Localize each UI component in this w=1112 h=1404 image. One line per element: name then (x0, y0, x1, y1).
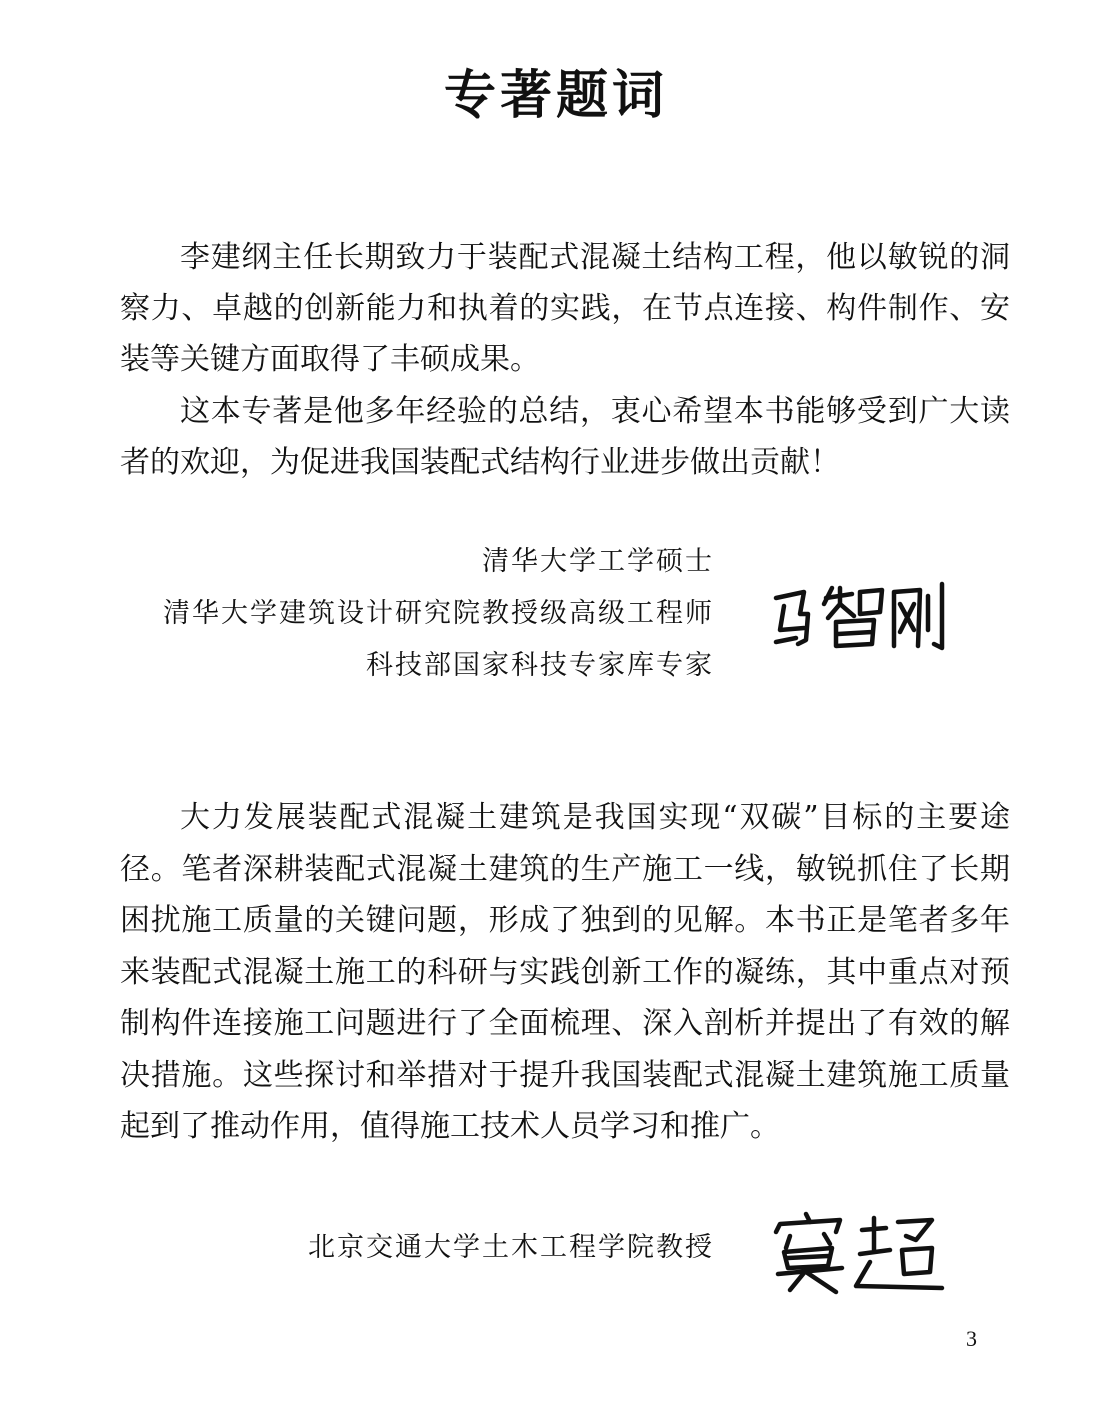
dedication-2-author-titles (308, 1222, 714, 1274)
dedication-1-paragraph-1: 李建纲主任长期致力于装配式混凝土结构工程，他以敏锐的洞察力、卓越的创新能力和执着的实践，在节点连接、构件制作、安装等关键方面取得了丰硕成果。 (120, 240, 1010, 377)
dedication-1-paragraph-2: 这本专著是他多年经验的总结，衷心希望本书能够受到广大读者的欢迎，为促进我国装配式结构行业进步做出贡献！ (120, 394, 1010, 480)
signature-1-image (770, 574, 950, 654)
page-number: 3 (966, 1326, 977, 1351)
author-title-line: 清华大学建筑设计研究院教授级高级工程师 (163, 598, 714, 629)
author-title-line: 北京交通大学土木工程学院教授 (308, 1232, 714, 1263)
author-title-line: 清华大学工学硕士 (482, 546, 714, 577)
page-title: 专著题词 (443, 65, 668, 126)
dedication-2-paragraph-1: 大力发展装配式混凝土建筑是我国实现“双碳”目标的主要途径。笔者深耕装配式混凝土建筑的生产施工一线，敏锐抓住了长期困扰施工质量的关键问题，形成了独到的见解。本书正是笔者多年来装配式混凝土施工的科研与实践创新工作的凝练，其中重点对预制构件连接施工问题进行了全面梳理、深入剖析并提出了有效的解决措施。这些探讨和举措对于提升我国装配式混凝土建筑施工质量起到了推动作用，值得施工技术人员学习和推广。 (120, 800, 1010, 1144)
signature-2-image (766, 1206, 950, 1296)
dedication-1-author-titles (163, 536, 714, 692)
author-title-line: 科技部国家科技专家库专家 (366, 650, 714, 681)
